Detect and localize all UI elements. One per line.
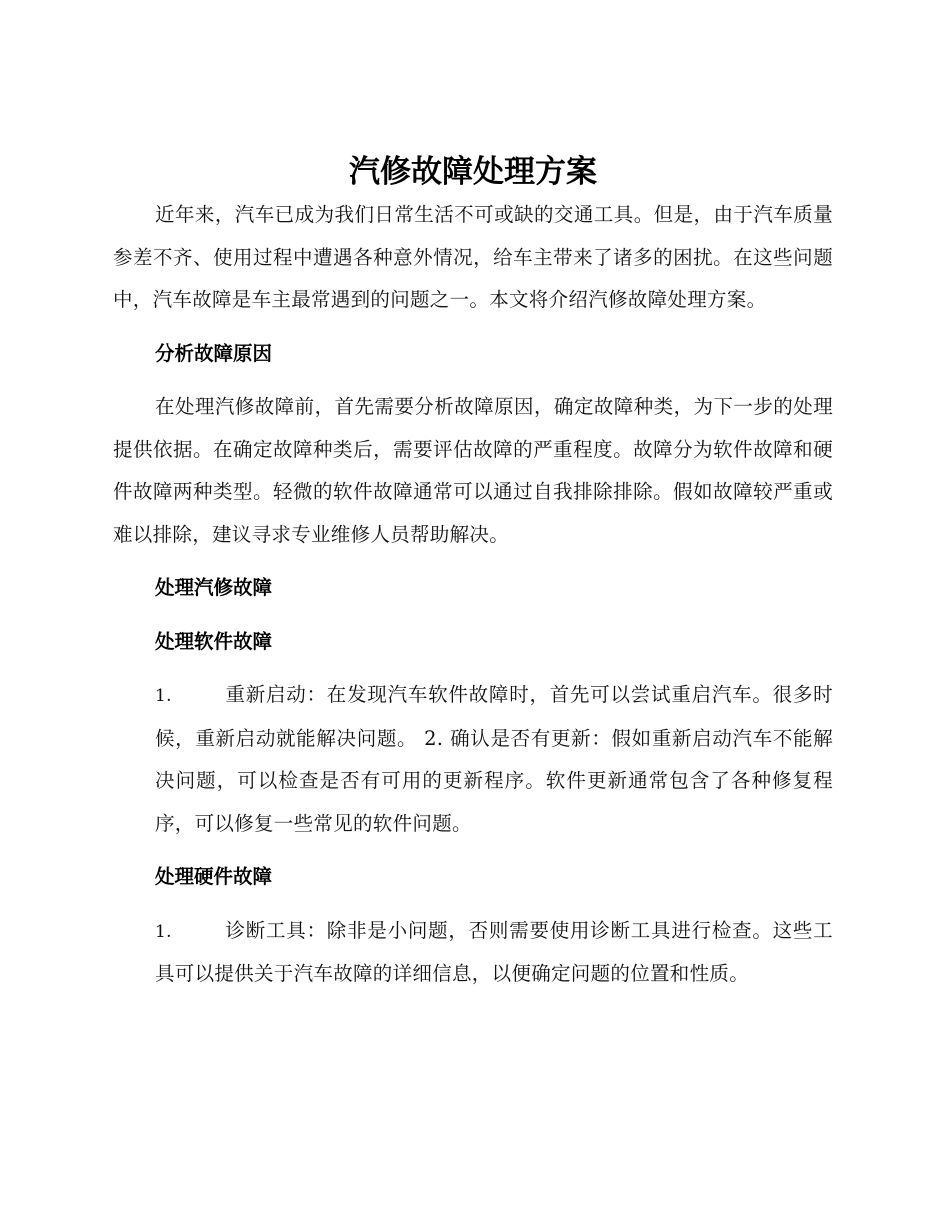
section-heading-handling: 处理汽修故障	[155, 576, 273, 599]
spacer	[113, 663, 833, 674]
list-number: 1.	[155, 686, 172, 706]
document-title: 汽修故障处理方案	[349, 154, 597, 190]
section-heading-analysis: 分析故障原因	[155, 341, 273, 365]
hardware-list-item	[113, 910, 833, 996]
section-heading-hardware: 处理硬件故障	[155, 865, 273, 888]
spacer	[113, 322, 833, 333]
intro-paragraph: 近年来，汽车已成为我们日常生活不可或缺的交通工具。但是，由于汽车质量参差不齐、使用过程中遭遇各种意外情况，给车主带来了诸多的困扰。在这些问题中，汽车故障是车主最常遇到的问题之一。本文将介绍汽修故障处理方案。	[113, 203, 833, 311]
list-item-text: 重新启动：在发现汽车软件故障时，首先可以尝试重启汽车。很多时候，重新启动就能解决问题。 2. 确认是否有更新：假如重新启动汽车不能解决问题，可以检查是否有可用的更新程序。软件更新通常包含了各种修复程序，可以修复一些常见的软件问题。	[155, 683, 833, 835]
section-heading-software: 处理软件故障	[155, 629, 273, 653]
spacer	[113, 556, 833, 567]
spacer	[113, 375, 833, 386]
spacer	[113, 610, 833, 621]
list-item-text: 诊断工具：除非是小问题，否则需要使用诊断工具进行检查。这些工具可以提供关于汽车故障的详细信息，以便确定问题的位置和性质。	[155, 918, 833, 985]
analysis-paragraph: 在处理汽修故障前，首先需要分析故障原因，确定故障种类，为下一步的处理提供依据。在确定故障种类后，需要评估故障的严重程度。故障分为软件故障和硬件故障两种类型。轻微的软件故障通常可以通过自我排除排除。假如故障较严重或难以排除，建议寻求专业维修人员帮助解决。	[113, 395, 833, 546]
document-body	[113, 150, 833, 996]
spacer	[113, 845, 833, 856]
spacer	[113, 899, 833, 910]
list-number: 1.	[155, 921, 172, 942]
software-list-item	[113, 674, 833, 845]
